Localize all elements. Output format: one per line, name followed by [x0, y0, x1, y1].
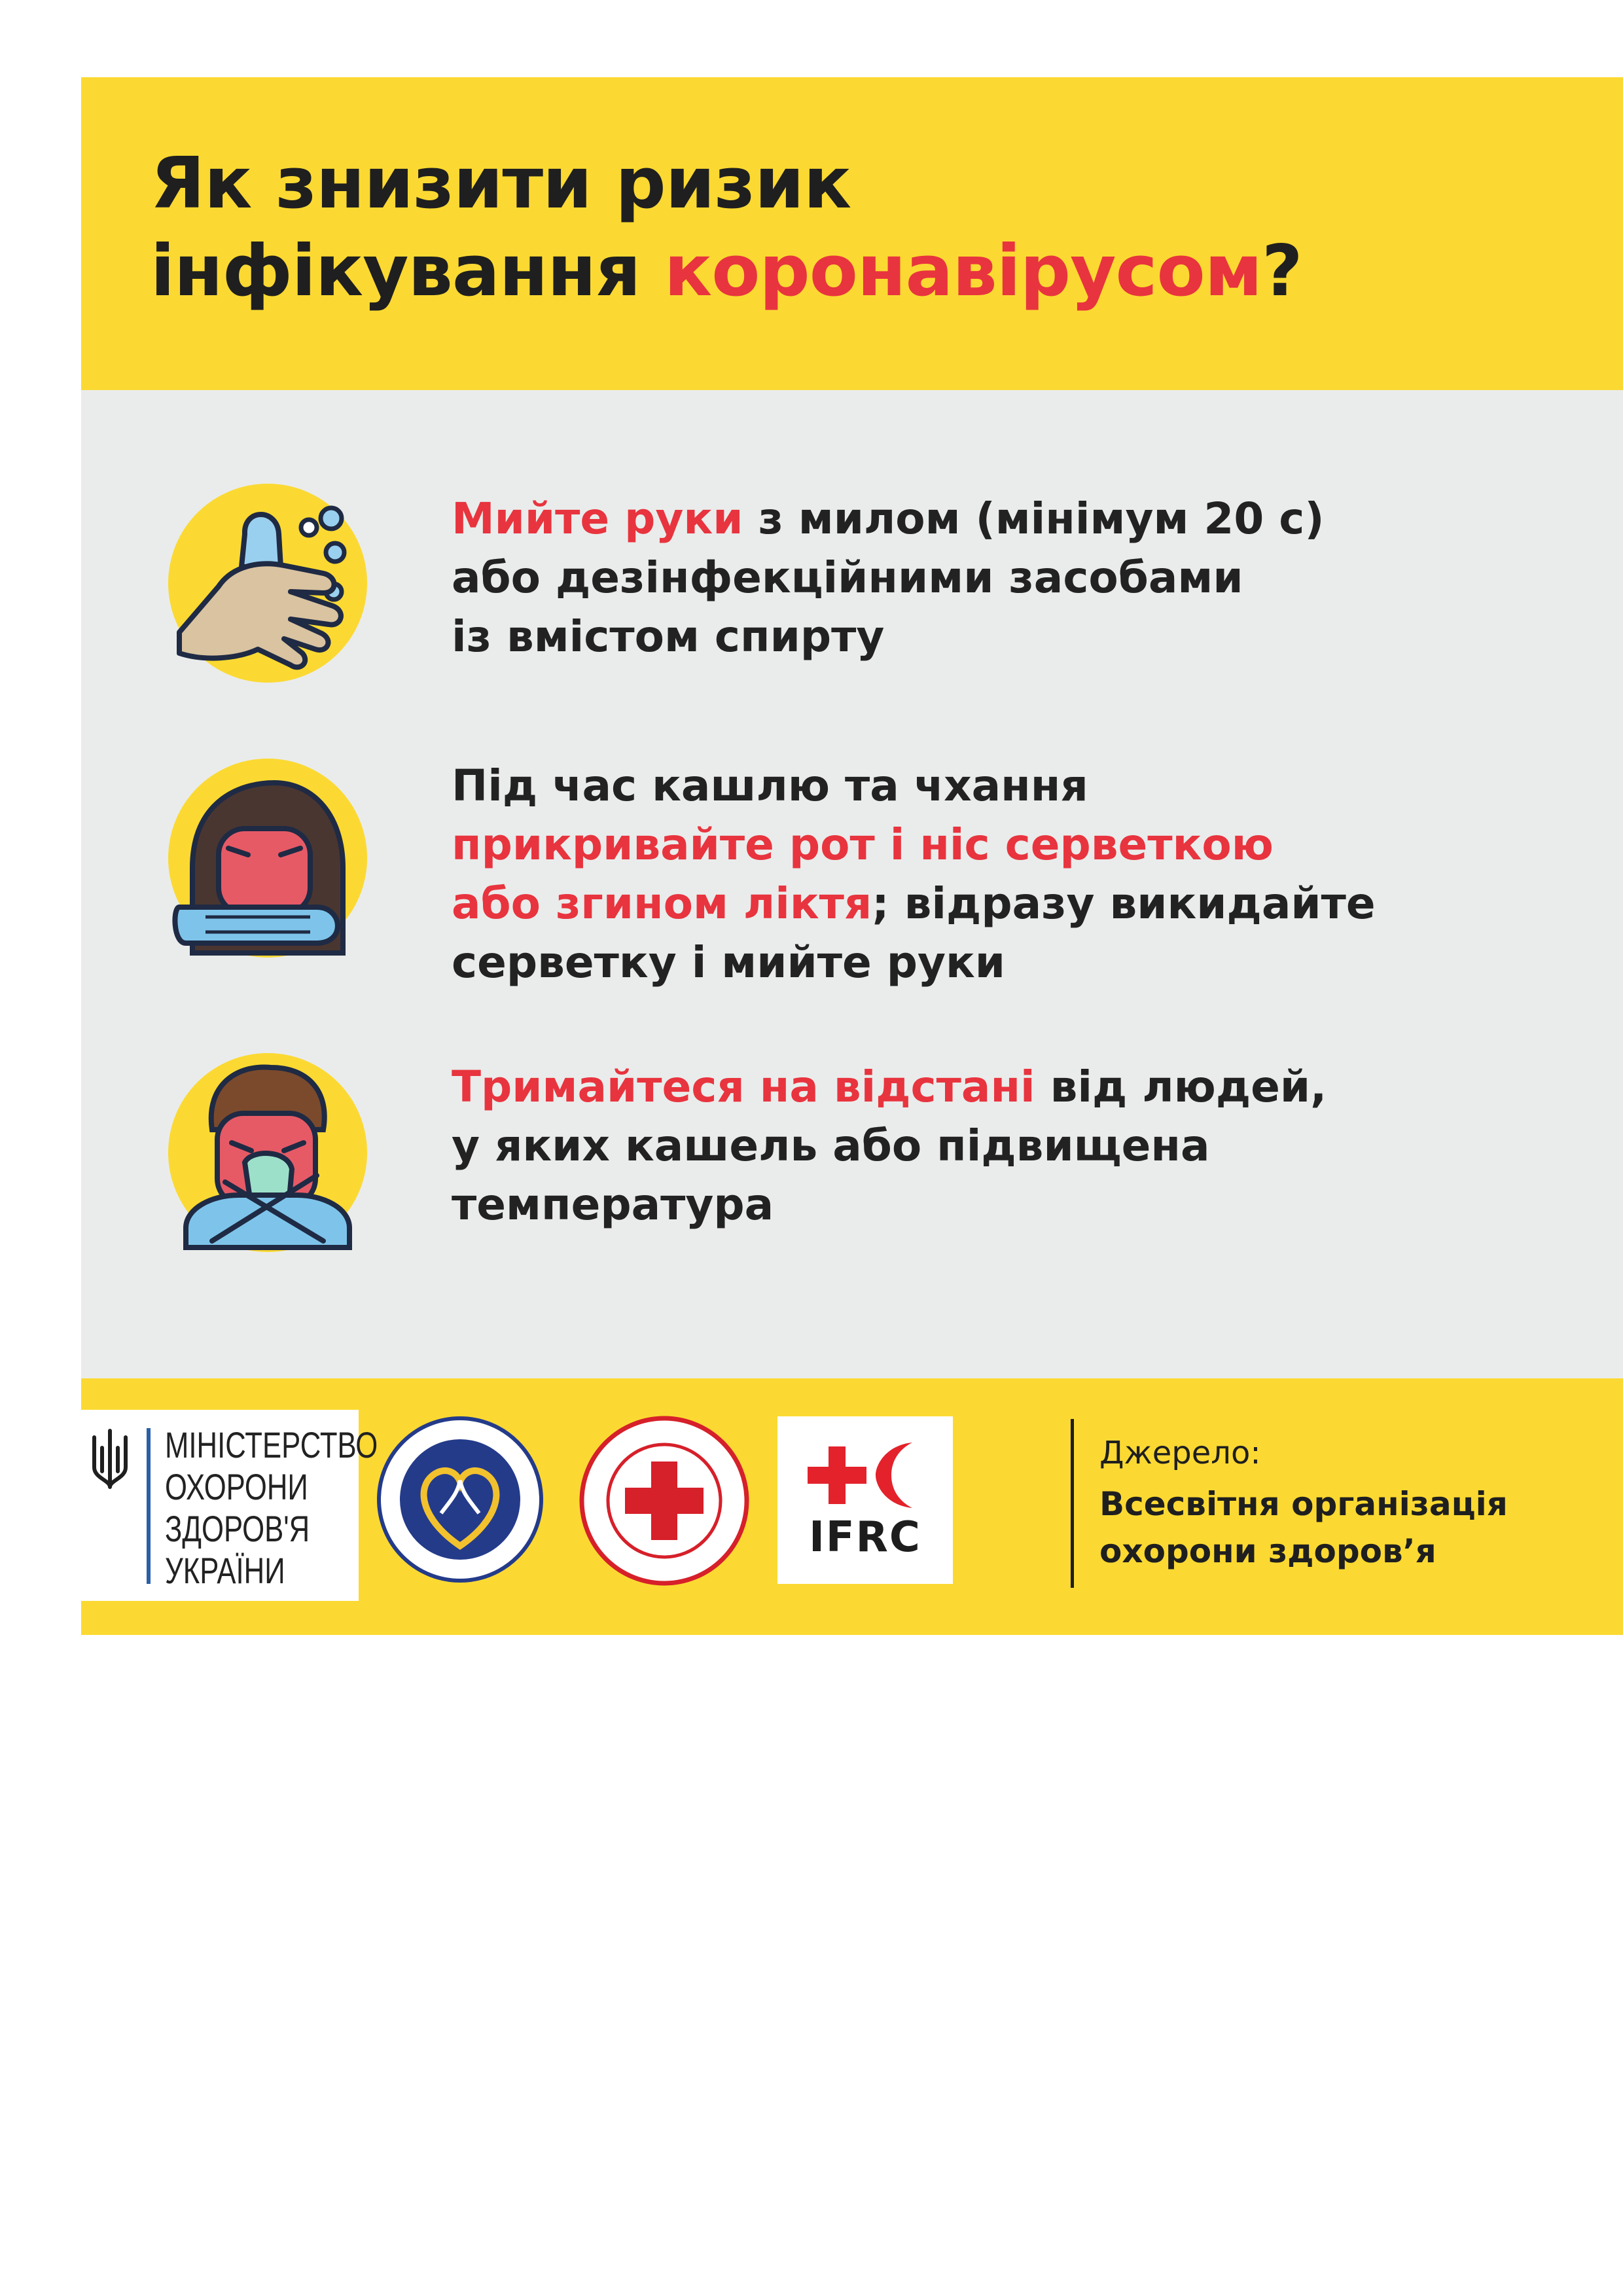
ukrainian-red-cross-logo: [579, 1415, 750, 1587]
ministry-name: [165, 1424, 378, 1592]
source-label: Джерело:: [1099, 1435, 1261, 1471]
ministry-of-health-logo: [81, 1410, 378, 1601]
tip-3-line2: у яких кашель або підвищена: [452, 1121, 1210, 1171]
trident-emblem-icon: [89, 1428, 131, 1491]
tip-keep-distance-text: [452, 1058, 1327, 1234]
tip-2-line2: прикривайте рот і ніс серветкою: [452, 819, 1274, 870]
source-line1: Всесвітня організація: [1099, 1485, 1508, 1523]
partners-footer: [81, 1378, 1623, 1635]
tip-cover-cough-text: [452, 757, 1376, 992]
covering-cough-icon: [166, 757, 369, 960]
handwashing-icon: [166, 482, 369, 685]
source-divider: [1071, 1419, 1074, 1588]
tip-3-line1: від людей,: [1035, 1062, 1327, 1112]
tip-1-line1: з милом (мінімум 20 с): [743, 493, 1325, 544]
tip-2-line1: Під час кашлю та чхання: [452, 761, 1088, 811]
tip-1-line3: із вмістом спирту: [452, 611, 885, 662]
ministry-name-line3: ЗДОРОВ'Я: [165, 1508, 310, 1549]
tip-2-line3-highlight: або згином ліктя: [452, 878, 872, 929]
source-organization: [1099, 1480, 1508, 1575]
header-banner: [81, 77, 1623, 390]
ministry-logo-divider: [147, 1428, 151, 1584]
tip-wash-hands-text: [452, 490, 1325, 666]
tip-2-line3-rest: ; відразу викидайте: [872, 878, 1376, 929]
red-cross-crescent-icon: [808, 1439, 923, 1511]
ministry-name-line2: ОХОРОНИ: [165, 1466, 308, 1507]
title-line-2-prefix: інфікування: [151, 230, 664, 312]
ifrc-logo: [777, 1416, 953, 1584]
tip-3-line3: температура: [452, 1179, 774, 1230]
tip-2-line4: серветку і мийте руки: [452, 937, 1006, 988]
page-title: [151, 140, 1302, 315]
poster: [81, 77, 1623, 1635]
sneezing-person-icon: [166, 1051, 369, 1254]
tip-1-highlight: Мийте руки: [452, 493, 743, 544]
tip-1-line2: або дезінфекційними засобами: [452, 552, 1243, 603]
title-accent-word: коронавірусом: [664, 230, 1262, 312]
title-question-mark: ?: [1262, 230, 1302, 312]
ministry-name-line1: МІНІСТЕРСТВО: [165, 1424, 378, 1465]
tip-3-highlight: Тримайтеся на відстані: [452, 1062, 1035, 1112]
title-line-1: Як знизити ризик: [151, 143, 851, 224]
tips-panel: [81, 390, 1623, 1378]
ministry-name-line4: УКРАЇНИ: [165, 1550, 285, 1591]
ombudsman-volunteer-logo: [376, 1415, 544, 1584]
source-line2: охорони здоров’я: [1099, 1532, 1436, 1570]
ifrc-label: IFRC: [809, 1513, 921, 1562]
